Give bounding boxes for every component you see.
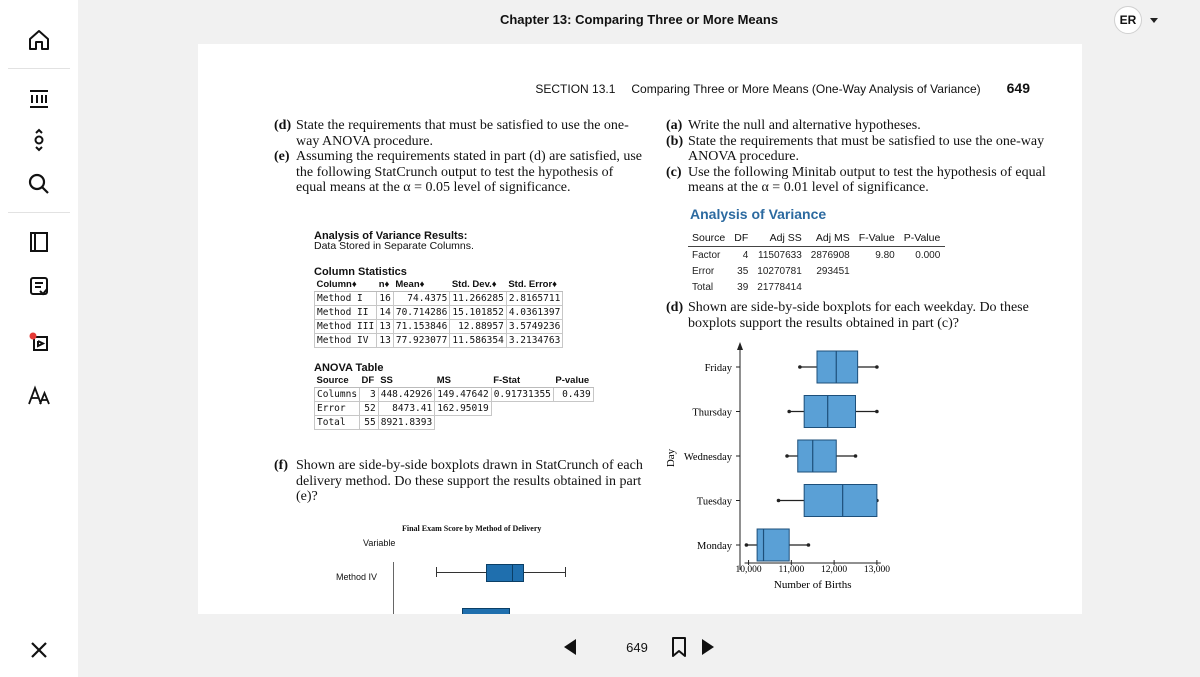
- table-cell: 77.923077: [393, 334, 449, 348]
- table-cell: 13: [377, 334, 394, 348]
- table-row: [315, 416, 594, 430]
- table-header: Mean♦: [393, 278, 449, 292]
- table-cell: Method I: [315, 292, 377, 306]
- table-header: Std. Dev.♦: [450, 278, 506, 292]
- question-a: (a) Write the null and alternative hypotheses.: [666, 118, 921, 133]
- avatar[interactable]: ER: [1114, 6, 1142, 34]
- x-tick-label: 13,000: [863, 565, 890, 575]
- table-cell: [855, 263, 900, 279]
- table-cell: 55: [360, 416, 379, 430]
- table-cell: 74.4375: [393, 292, 449, 306]
- table-cell: 21778414: [757, 282, 802, 293]
- account-menu[interactable]: [1114, 6, 1158, 34]
- table-cell: Method III: [315, 320, 377, 334]
- question-b: (b) State the requirements that must be satisfied to use the one-way ANOVA procedure.: [666, 133, 1045, 164]
- table-header: MS: [435, 374, 491, 388]
- table-cell: 2.8165711: [506, 292, 562, 306]
- table-cell: [553, 416, 593, 430]
- book-page: SECTION 13.1 Comparing Three or More Means (One-Way Analysis of Variance) 649 (d) State the requirements that must be satisfied to use the one-way ANOVA procedure. (e) Assuming the requirements stated in part (d) are satisfied, use the following StatCrunch output to test the hypothesis of equal means at the α = 0.05 level of significance. Analysis of Variance Results: Data Stored in Separate Columns. Column Statistics Column♦ n♦ Mean♦ Std. Dev.♦ Std. Error♦ Method I 16 74.4375 11.266285 2.8165711 Method II 14 70.714286 15.101852 4.0361397 Method III 13 71.153846 12.88957 3.5749236 Method IV 13 77.923077 11.586354 3.2134763 ANOVA Table Source DF SS MS F-Stat P-value Columns 3 448.42926 149.47642 0.91731355 0.439 Error 52 8473.41 162.95019 Total 55 8921.8393 (f) Shown are side-by-side boxplots drawn in StatCrunch of each delivery method. Do these support the results obtained in part (e)? Final Exam Score by Method of Delivery Variable Method IV (a) Write the null and alternative hypotheses. (b) State the requirements that must be satisfied to use the one-way ANOVA procedure. (c) Use the following Minitab output to test the hypothesis of equal means at the α = 0.01 level of significance. Analysis of Variance Source DF Adj SS Adj MS F-Value P-Value Factor 4 11507633 2876908 9.80 0.000 Error 35 10270781 293451 Total 39 21778414 (d) Shown are side-by-side boxplots for each weekday. Do these boxplots support the results obtained in part (c)? Day 10,000 11,000 12,000 13,000 Number of Births Friday Thursday Wednesday Tuesday Monday: [198, 44, 1082, 614]
- notebook-icon[interactable]: [21, 224, 57, 260]
- table-header: Adj MS: [807, 232, 855, 247]
- x-tick-label: 11,000: [778, 565, 805, 575]
- table-cell: 11507633: [758, 250, 802, 261]
- table-cell: 8921.8393: [378, 416, 434, 430]
- table-cell: Total: [315, 416, 360, 430]
- media-icon[interactable]: [21, 324, 57, 360]
- previous-page-button[interactable]: [564, 639, 576, 655]
- boxplot-box: [486, 564, 524, 582]
- table-header: P-value: [553, 374, 593, 388]
- page-navigation: [78, 617, 1200, 677]
- table-cell: 70.714286: [393, 306, 449, 320]
- table-header: Column♦: [315, 278, 377, 292]
- right-questions: [666, 118, 1046, 196]
- table-header: F-Stat: [491, 374, 553, 388]
- whisker-end: [745, 543, 749, 547]
- y-axis-arrow: [737, 342, 743, 350]
- bookmark-icon[interactable]: [670, 636, 688, 658]
- table-row: [688, 279, 945, 295]
- table-cell: 0.439: [553, 388, 593, 402]
- page-indicator: 649: [626, 639, 648, 655]
- box-thursday: [804, 396, 855, 428]
- table-cell: Method II: [315, 306, 377, 320]
- divider: [8, 68, 70, 69]
- question-d-right: (d) Shown are side-by-side boxplots for each weekday. Do these boxplots support the results obtained in part (c)?: [666, 300, 1029, 331]
- table-cell: 3.2134763: [506, 334, 562, 348]
- births-boxplot-chart: [658, 334, 958, 604]
- table-cell: [807, 279, 855, 295]
- table-cell: [435, 416, 491, 430]
- table-cell: 13: [377, 320, 394, 334]
- table-header: P-Value: [900, 232, 946, 247]
- category-label: Tuesday: [696, 496, 732, 508]
- table-cell: Factor: [692, 250, 721, 261]
- table-header: Source: [315, 374, 360, 388]
- whisker-end: [875, 365, 879, 369]
- table-cell: [553, 402, 593, 416]
- minitab-title: Analysis of Variance: [690, 206, 827, 222]
- table-header: SS: [378, 374, 434, 388]
- table-cell: Total: [692, 282, 714, 293]
- table-cell: 0.000: [915, 250, 941, 261]
- table-cell: 35: [737, 266, 749, 277]
- notes-icon[interactable]: [21, 268, 57, 304]
- table-cell: 39: [737, 282, 749, 293]
- search-icon[interactable]: [21, 166, 57, 202]
- y-axis-label: Day: [665, 448, 677, 468]
- table-cell: [855, 279, 900, 295]
- table-cell: 11.266285: [450, 292, 506, 306]
- table-cell: 52: [360, 402, 379, 416]
- divider: [8, 212, 70, 213]
- table-row: [688, 263, 945, 279]
- question-e: (e) Assuming the requirements stated in part (d) are satisfied, use the following StatCrunch output to test the hypothesis of equal means at the α = 0.05 level of significance.: [274, 149, 643, 195]
- table-cell: 10270781: [757, 266, 802, 277]
- table-cell: 71.153846: [393, 320, 449, 334]
- table-cell: Columns: [315, 388, 360, 402]
- next-page-button[interactable]: [702, 639, 714, 655]
- whisker-end: [854, 454, 858, 458]
- whisker-end: [875, 410, 879, 414]
- table-row: [315, 388, 594, 402]
- whisker-end: [785, 454, 789, 458]
- table-cell: 4: [742, 250, 749, 261]
- table-cell: [900, 263, 946, 279]
- table-cell: 14: [377, 306, 394, 320]
- table-cell: [491, 416, 553, 430]
- table-header: n♦: [377, 278, 394, 292]
- minitab-anova-table: [688, 232, 945, 295]
- question-d: (d) State the requirements that must be satisfied to use the one-way ANOVA procedure.: [274, 118, 629, 149]
- table-cell: Method IV: [315, 334, 377, 348]
- running-head: [535, 80, 1030, 96]
- table-header: Std. Error♦: [506, 278, 562, 292]
- table-header: DF: [730, 232, 753, 247]
- table-cell: 8473.41: [378, 402, 434, 416]
- boxplot-box: [462, 608, 510, 614]
- table-cell: [900, 279, 946, 295]
- table-row: [315, 402, 594, 416]
- x-axis-label: Number of Births: [773, 579, 852, 591]
- table-cell: 448.42926: [378, 388, 434, 402]
- table-row: [315, 306, 563, 320]
- left-toolbar: [0, 0, 78, 677]
- box-wednesday: [798, 440, 837, 472]
- question-f: (f) Shown are side-by-side boxplots drawn in StatCrunch of each delivery method. Do these support the results obtained in part (e)?: [274, 458, 643, 504]
- section-title: Comparing Three or More Means (One-Way Analysis of Variance): [631, 82, 981, 96]
- table-cell: 15.101852: [450, 306, 506, 320]
- home-icon[interactable]: [21, 22, 57, 58]
- table-row: [315, 320, 563, 334]
- table-cell: Error: [315, 402, 360, 416]
- contents-icon[interactable]: [21, 80, 57, 116]
- x-tick-label: 12,000: [821, 565, 848, 575]
- table-cell: 162.95019: [435, 402, 491, 416]
- category-label: Friday: [704, 363, 732, 374]
- question-c: (c) Use the following Minitab output to test the hypothesis of equal means at the α = 0.01 level of significance.: [666, 164, 1046, 195]
- table-row: [315, 292, 563, 306]
- table-cell: 16: [377, 292, 394, 306]
- box-monday: [757, 529, 789, 561]
- table-cell: 0.91731355: [491, 388, 553, 402]
- text-size-icon[interactable]: [21, 378, 57, 414]
- box-friday: [817, 351, 858, 383]
- table-cell: 293451: [816, 266, 850, 277]
- table-cell: 149.47642: [435, 388, 491, 402]
- table-cell: Error: [692, 266, 715, 277]
- table-cell: 3: [360, 388, 379, 402]
- table-cell: 12.88957: [450, 320, 506, 334]
- table-header: Source: [688, 232, 730, 247]
- anova-table: [314, 374, 594, 430]
- category-label: Monday: [697, 541, 732, 552]
- table-cell: 2876908: [810, 250, 850, 261]
- category-label: Thursday: [692, 407, 732, 419]
- statcrunch-output: Analysis of Variance Results: Data Stored in Separate Columns. Column Statistics Column♦ n♦ Mean♦ Std. Dev.♦ Std. Error♦ Method I 16 74.4375 11.266285 2.8165711 Method II 14 70.714286 15.101852 4.0361397 Method III 13 71.153846 12.88957 3.5749236 Method IV 13 77.923077 11.586354 3.2134763 ANOVA Table Source DF SS MS F-Stat P-value Columns 3 448.42926 149.47642 0.91731355 0.439 Error 52 8473.41 162.95019 Total 55 8921.8393: [314, 230, 594, 430]
- whisker-end: [787, 410, 791, 414]
- table-cell: 4.0361397: [506, 306, 562, 320]
- table-header: DF: [360, 374, 379, 388]
- whisker-end: [798, 365, 802, 369]
- tools-icon[interactable]: [21, 122, 57, 158]
- box-tuesday: [804, 485, 877, 517]
- close-icon[interactable]: [21, 632, 57, 668]
- section-label: SECTION 13.1: [535, 82, 616, 96]
- column-statistics-table: [314, 278, 563, 348]
- chapter-title: Chapter 13: Comparing Three or More Means: [499, 12, 779, 27]
- left-questions: [274, 118, 644, 196]
- whisker-end: [807, 543, 811, 547]
- x-tick-label: 10,000: [735, 565, 762, 575]
- chevron-down-icon[interactable]: [1150, 18, 1158, 23]
- page-number: 649: [1006, 80, 1030, 96]
- table-cell: 11.586354: [450, 334, 506, 348]
- whisker-end: [777, 499, 781, 503]
- table-cell: 3.5749236: [506, 320, 562, 334]
- table-cell: 9.80: [875, 250, 895, 261]
- table-row: [315, 334, 563, 348]
- table-header: Adj SS: [753, 232, 807, 247]
- table-header: F-Value: [855, 232, 900, 247]
- table-row: [688, 247, 945, 264]
- table-cell: [491, 402, 553, 416]
- category-label: Wednesday: [683, 452, 732, 463]
